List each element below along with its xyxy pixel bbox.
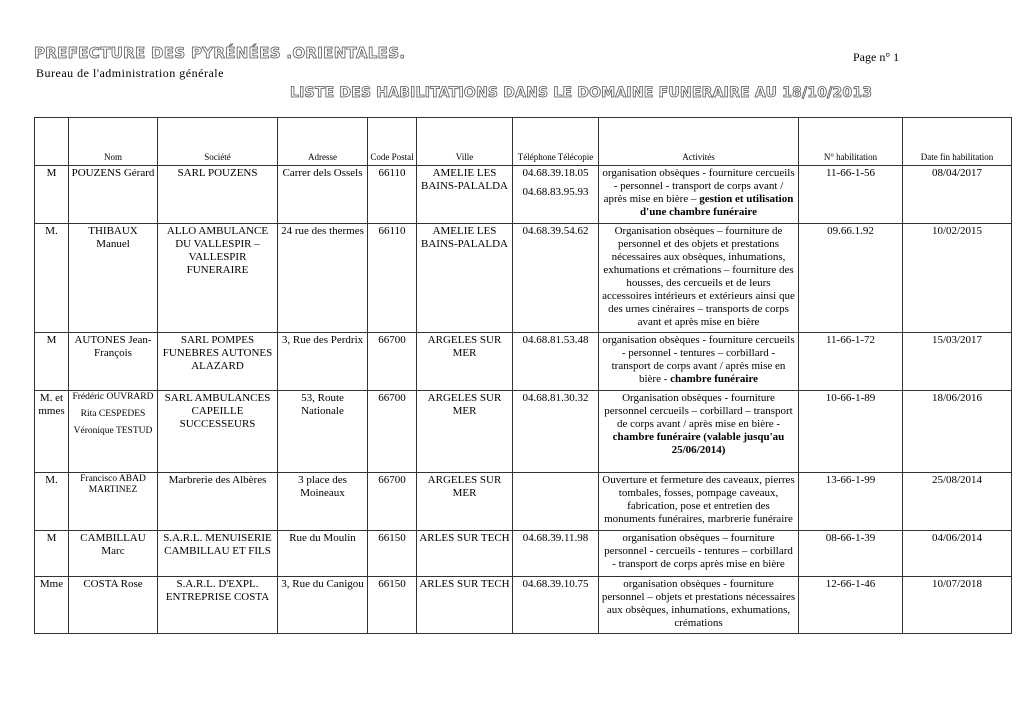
cell-activites: Ouverture et fermeture des caveaux, pierres tombales, fosses, pompage caveaux, fabrication, pose et entretien des monuments funéraires, marbrerie funéraire (599, 473, 799, 531)
col-header-activites: Activités (599, 118, 799, 166)
col-header-date-fin: Date fin habilitation (903, 118, 1012, 166)
col-header-ville: Ville (417, 118, 513, 166)
cell-adresse: 24 rue des thermes (278, 224, 368, 333)
cell-code-postal: 66700 (368, 391, 417, 473)
cell-nom: POUZENS Gérard (69, 166, 158, 224)
cell-habilitation: 13-66-1-99 (799, 473, 903, 531)
table-row (35, 391, 1012, 473)
cell-ville: ARLES SUR TECH (417, 531, 513, 577)
activities-bold-text: chambre funéraire (670, 373, 759, 385)
list-title: LISTE DES HABILITATIONS DANS LE DOMAINE FUNERAIRE AU 18/10/2013 (290, 85, 873, 101)
table-row (35, 577, 1012, 634)
cell-activites: organisation obsèques - fourniture personnel – objets et prestations nécessaires aux obsèques, inhumations, exhumations, crémations (599, 577, 799, 634)
cell-date-fin: 25/08/2014 (903, 473, 1012, 531)
page-number: Page n° 1 (853, 50, 900, 64)
cell-code-postal: 66110 (368, 166, 417, 224)
cell-date-fin: 08/04/2017 (903, 166, 1012, 224)
cell-activites: organisation obsèques – fourniture personnel - cercueils - tentures – corbillard - transport de corps après mise en bière (599, 531, 799, 577)
cell-civilite: M. (35, 473, 69, 531)
cell-societe: S.A.R.L. MENUISERIE CAMBILLAU ET FILS (158, 531, 278, 577)
col-header-civilite (35, 118, 69, 166)
person-name: Véronique TESTUD (73, 426, 153, 436)
cell-adresse: 3 place des Moineaux (278, 473, 368, 531)
cell-code-postal: 66700 (368, 473, 417, 531)
cell-ville: ARGELES SUR MER (417, 333, 513, 391)
activities-bold-text: chambre funéraire (valable jusqu'au 25/06/2014) (612, 431, 785, 456)
cell-telephone: 04.68.39.10.75 (513, 577, 599, 634)
cell-code-postal: 66700 (368, 333, 417, 391)
col-header-code-postal: Code Postal (368, 118, 417, 166)
cell-adresse: 3, Rue des Perdrix (278, 333, 368, 391)
cell-adresse: 53, Route Nationale (278, 391, 368, 473)
activities-text: organisation obsèques - fourniture cercueils - personnel - tentures – corbillard - transport de corps avant / après mise en bière - (602, 334, 795, 385)
cell-societe: SARL POUZENS (158, 166, 278, 224)
cell-telephone (513, 473, 599, 531)
person-name: Rita CESPEDES (80, 409, 146, 419)
cell-ville: AMELIE LES BAINS-PALALDA (417, 166, 513, 224)
cell-nom: COSTA Rose (69, 577, 158, 634)
table-header-row (35, 118, 1012, 166)
cell-civilite: M. et mmes (35, 391, 69, 473)
cell-civilite: M (35, 166, 69, 224)
table-row (35, 531, 1012, 577)
cell-telephone: 04.68.39.11.98 (513, 531, 599, 577)
cell-societe: ALLO AMBULANCE DU VALLESPIR – VALLESPIR FUNERAIRE (158, 224, 278, 333)
col-header-nom: Nom (69, 118, 158, 166)
cell-date-fin: 10/07/2018 (903, 577, 1012, 634)
cell-civilite: Mme (35, 577, 69, 634)
cell-habilitation: 11-66-1-72 (799, 333, 903, 391)
cell-habilitation: 10-66-1-89 (799, 391, 903, 473)
cell-adresse: Rue du Moulin (278, 531, 368, 577)
cell-habilitation: 08-66-1-39 (799, 531, 903, 577)
cell-telephone: 04.68.39.54.62 (513, 224, 599, 333)
cell-activites: Organisation obsèques – fourniture de personnel et des objets et prestations nécessaires aux obsèques, inhumations, exhumations et crémations – fourniture des housses, des cercueils et de leurs accessoires intérieurs et extérieurs ainsi que des urnes cinéraires – transports de corps avant et après mise en bière (599, 224, 799, 333)
cell-activites (599, 333, 799, 391)
cell-habilitation: 09.66.1.92 (799, 224, 903, 333)
cell-ville: ARLES SUR TECH (417, 577, 513, 634)
cell-nom: CAMBILLAU Marc (69, 531, 158, 577)
cell-adresse: Carrer dels Ossels (278, 166, 368, 224)
cell-adresse: 3, Rue du Canigou (278, 577, 368, 634)
cell-telephone (513, 166, 599, 224)
habilitations-table (34, 117, 1012, 634)
cell-nom: THIBAUX Manuel (69, 224, 158, 333)
cell-societe: SARL POMPES FUNEBRES AUTONES ALAZARD (158, 333, 278, 391)
cell-societe: SARL AMBULANCES CAPEILLE SUCCESSEURS (158, 391, 278, 473)
cell-ville: ARGELES SUR MER (417, 391, 513, 473)
activities-text: organisation obsèques - fourniture cercueils - personnel - transport de corps avant / après mise en bière – (602, 167, 795, 205)
table-row (35, 166, 1012, 224)
cell-code-postal: 66150 (368, 531, 417, 577)
cell-ville: AMELIE LES BAINS-PALALDA (417, 224, 513, 333)
cell-ville: ARGELES SUR MER (417, 473, 513, 531)
activities-text: Organisation obsèques - fourniture personnel cercueils – corbillard – transport de corps avant / après mise en bière - (604, 392, 793, 430)
fax-number: 04.68.83.95.93 (522, 186, 589, 198)
col-header-habilitation: N° habilitation (799, 118, 903, 166)
cell-date-fin: 18/06/2016 (903, 391, 1012, 473)
phone-number: 04.68.39.18.05 (522, 167, 589, 179)
cell-nom: Francisco ABAD MARTINEZ (69, 473, 158, 531)
person-name: Frédéric OUVRARD (72, 392, 154, 402)
col-header-telephone: Téléphone Télécopie (513, 118, 599, 166)
cell-date-fin: 10/02/2015 (903, 224, 1012, 333)
prefecture-title: PREFECTURE DES PYRÉNÉES .ORIENTALES. (34, 44, 406, 62)
cell-nom (69, 391, 158, 473)
cell-nom: AUTONES Jean-François (69, 333, 158, 391)
cell-habilitation: 12-66-1-46 (799, 577, 903, 634)
cell-civilite: M (35, 531, 69, 577)
cell-societe: S.A.R.L. D'EXPL. ENTREPRISE COSTA (158, 577, 278, 634)
cell-civilite: M (35, 333, 69, 391)
table-row (35, 333, 1012, 391)
cell-activites (599, 391, 799, 473)
cell-civilite: M. (35, 224, 69, 333)
table-row (35, 473, 1012, 531)
cell-societe: Marbrerie des Albères (158, 473, 278, 531)
cell-telephone: 04.68.81.30.32 (513, 391, 599, 473)
cell-telephone: 04.68.81.53.48 (513, 333, 599, 391)
cell-activites (599, 166, 799, 224)
activities-bold-text: gestion et utilisation d'une chambre funéraire (640, 193, 794, 218)
col-header-societe: Société (158, 118, 278, 166)
cell-date-fin: 04/06/2014 (903, 531, 1012, 577)
cell-habilitation: 11-66-1-56 (799, 166, 903, 224)
cell-code-postal: 66150 (368, 577, 417, 634)
cell-code-postal: 66110 (368, 224, 417, 333)
cell-date-fin: 15/03/2017 (903, 333, 1012, 391)
bureau-subtitle: Bureau de l'administration générale (36, 66, 224, 80)
table-row (35, 224, 1012, 333)
col-header-adresse: Adresse (278, 118, 368, 166)
